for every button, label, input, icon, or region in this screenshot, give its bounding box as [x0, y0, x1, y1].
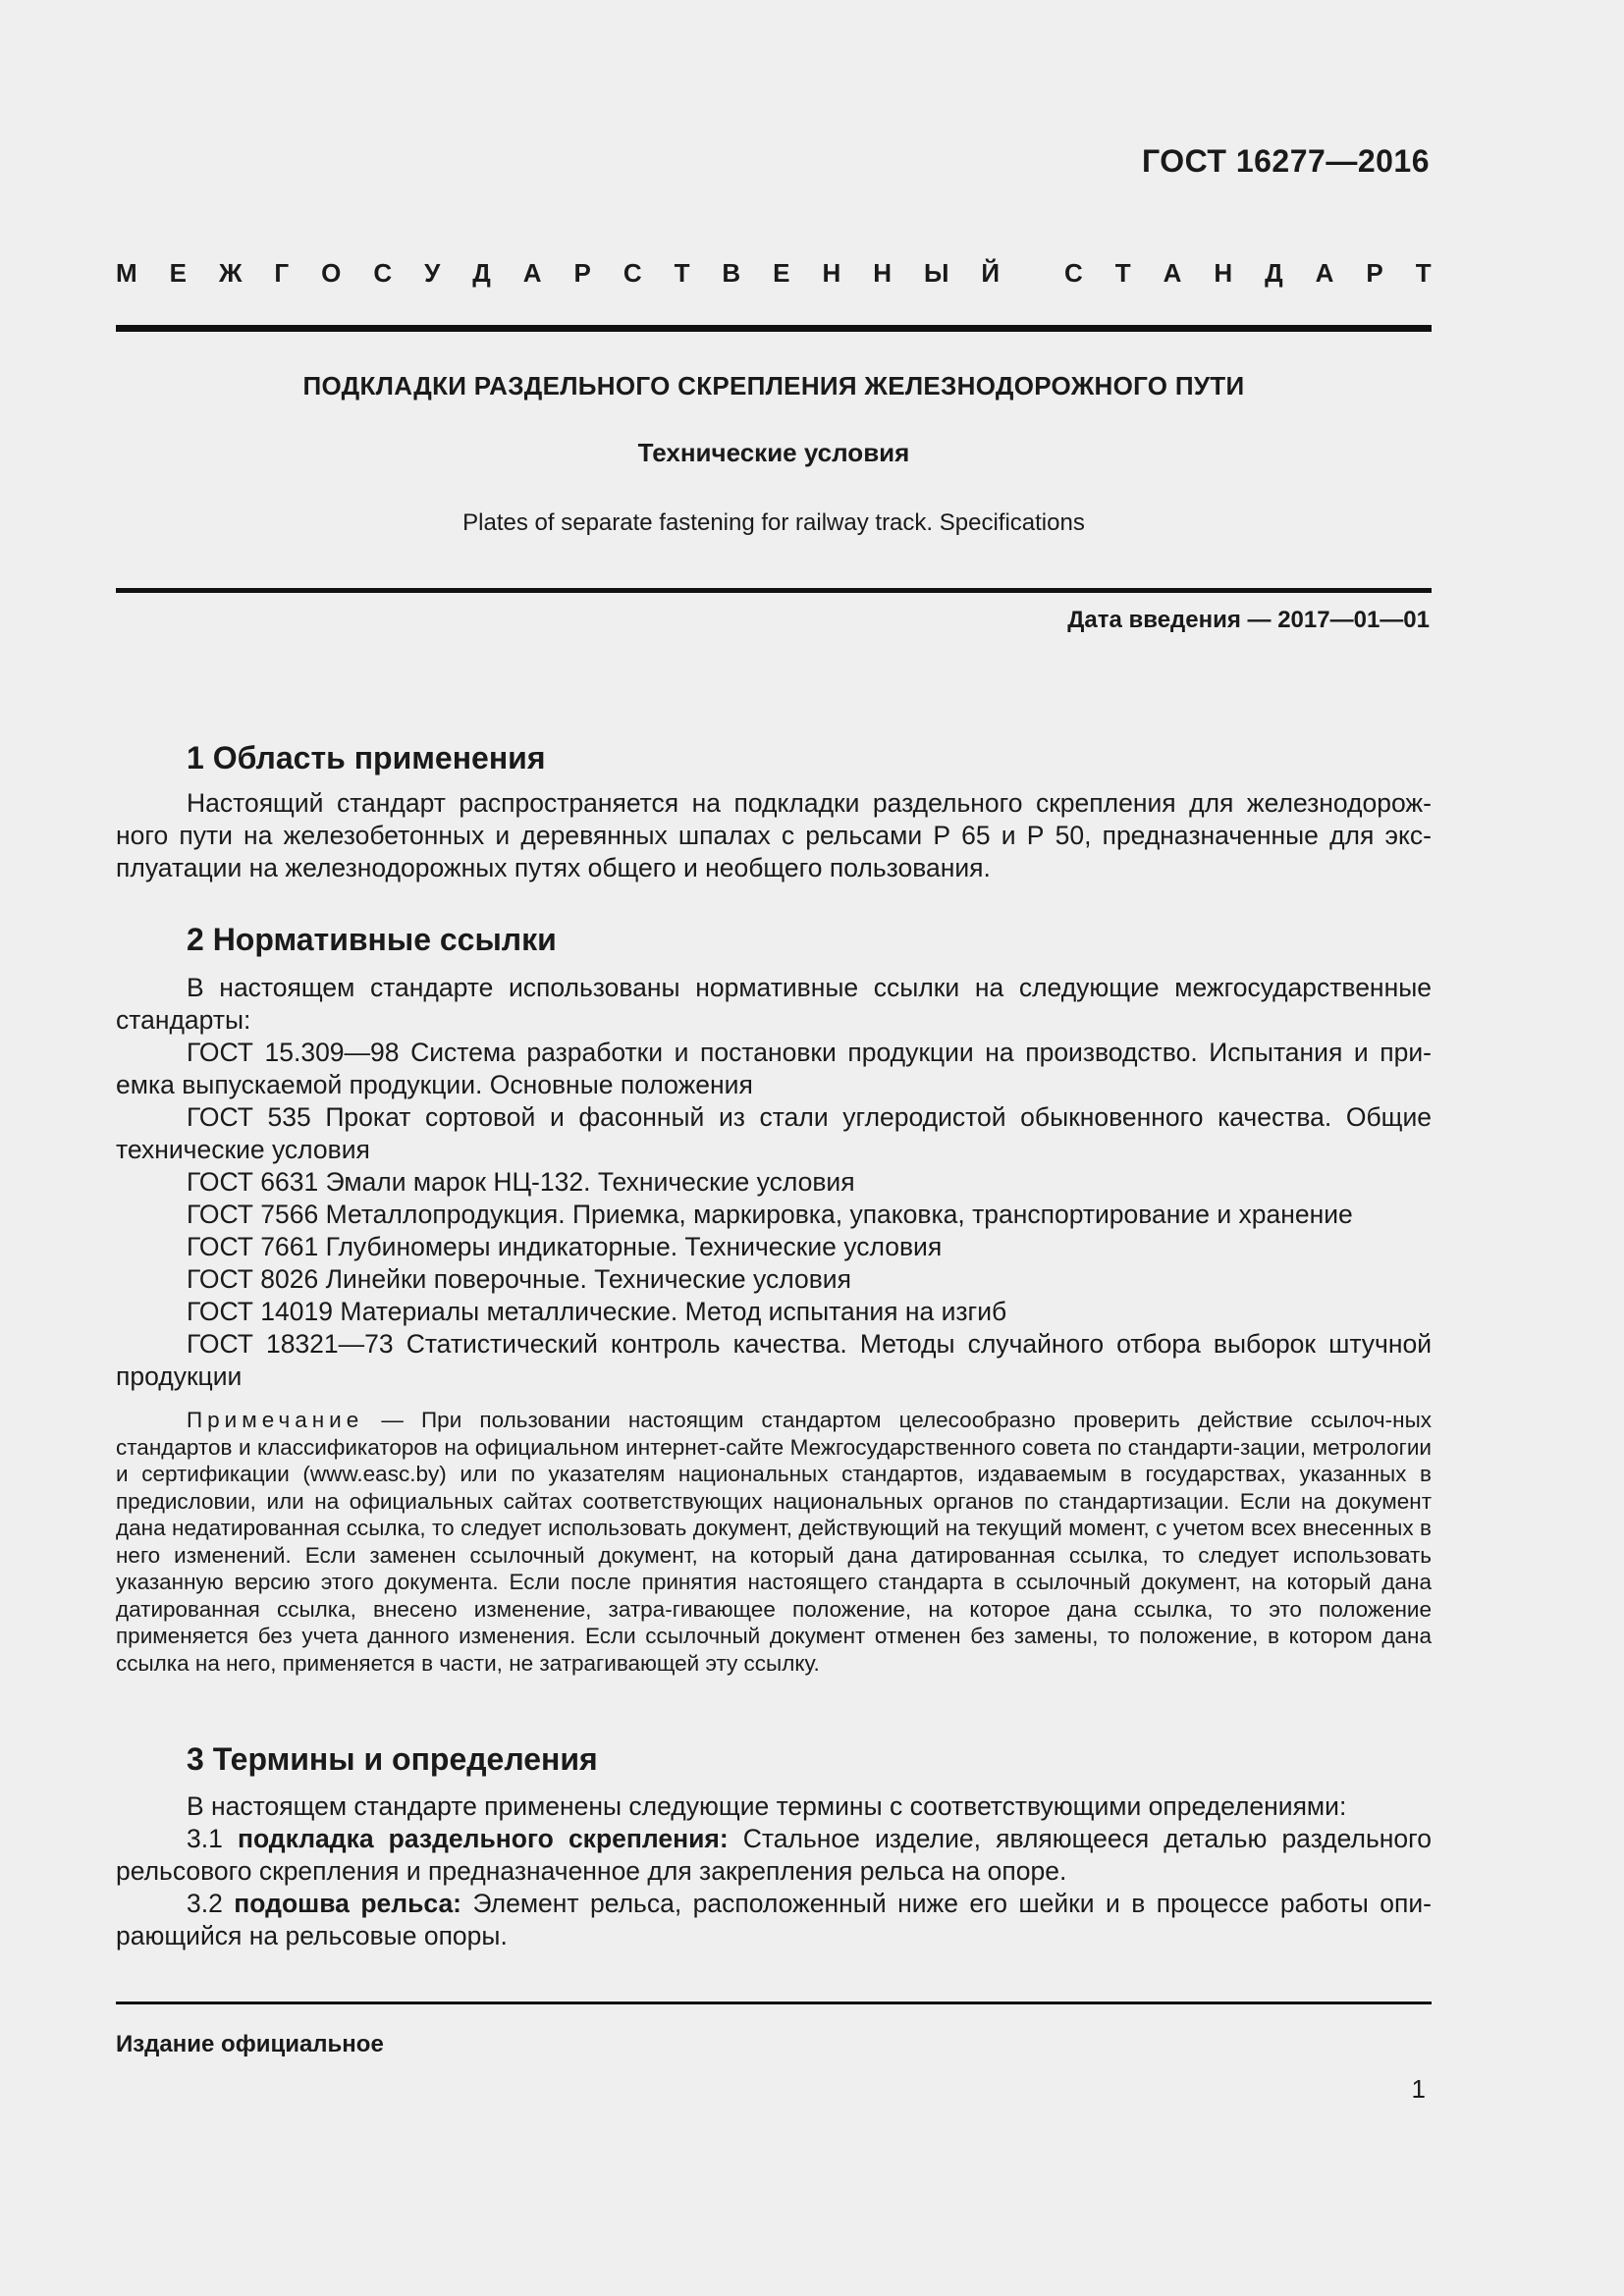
term-text: Стальное изделие, являющееся деталью раздельного рельсового скрепления и предназначенное для закрепления рельса на опоре.: [116, 1824, 1432, 1886]
english-title: Plates of separate fastening for railway track. Specifications: [462, 509, 1085, 536]
reference-item: ГОСТ 535 Прокат сортовой и фасонный из стали углеродистой обыкновенного качества. Общие технические условия: [116, 1102, 1432, 1164]
label-letter: Ы: [923, 258, 949, 288]
label-letter: С: [1064, 258, 1083, 288]
label-letter: М: [116, 258, 137, 288]
section-paragraph: В настоящем стандарте использованы нормативные ссылки на следующие межгосударственные стандарты:: [116, 973, 1432, 1035]
reference-item: ГОСТ 15.309—98 Система разработки и постановки продукции на производство. Испытания и при-емка выпускаемой продукции. Основные положения: [116, 1038, 1432, 1099]
reference-item: ГОСТ 7661 Глубиномеры индикаторные. Технические условия: [187, 1232, 943, 1261]
reference-item: ГОСТ 18321—73 Статистический контроль качества. Методы случайного отбора выборок штучной продукции: [116, 1329, 1432, 1391]
label-letter: Д: [472, 258, 491, 288]
introduction-date: Дата введения — 2017—01—01: [1067, 607, 1430, 633]
interstate-standard-label: [116, 258, 1432, 289]
document-code: ГОСТ 16277—2016: [1141, 143, 1430, 179]
term-definition: [116, 1888, 1432, 1952]
label-letter: У: [424, 258, 441, 288]
section-heading: 2 Нормативные ссылки: [187, 922, 557, 957]
label-letter: А: [1163, 258, 1182, 288]
section-paragraph: Настоящий стандарт распространяется на подкладки раздельного скрепления для железнодорож-ного пути на железобетонных и деревянных шпалах с рельсами Р 65 и Р 50, предназначенные для экс-плуатации на железнодорожных путях общего и необщего пользования.: [116, 788, 1432, 882]
label-letter: Ж: [218, 258, 243, 288]
term-number: 3.1: [187, 1824, 238, 1853]
label-letter: Е: [773, 258, 790, 288]
label-letter: А: [522, 258, 542, 288]
section-3: [116, 1739, 1432, 1952]
section-paragraph: В настоящем стандарте применены следующие термины с соответствующими определениями:: [187, 1791, 1347, 1821]
label-letter: С: [623, 258, 642, 288]
note-label: Примечание: [187, 1408, 364, 1432]
label-letter: Н: [822, 258, 841, 288]
label-letter: Т: [1415, 258, 1432, 288]
label-letter: Е: [169, 258, 187, 288]
reference-item: ГОСТ 7566 Металлопродукция. Приемка, маркировка, упаковка, транспортирование и хранение: [187, 1200, 1353, 1229]
label-letter: О: [321, 258, 342, 288]
label-letter: Т: [674, 258, 690, 288]
edition-label: Издание официальное: [116, 2031, 384, 2057]
document-title: ПОДКЛАДКИ РАЗДЕЛЬНОГО СКРЕПЛЕНИЯ ЖЕЛЕЗНОДОРОЖНОГО ПУТИ: [302, 371, 1245, 400]
label-letter: В: [722, 258, 741, 288]
label-letter: Р: [573, 258, 591, 288]
label-letter: С: [373, 258, 393, 288]
note-text: — При пользовании настоящим стандартом целесообразно проверить действие ссылоч-ных стандартов и классификаторов на официальном интернет-сайте Межгосударственного совета по стандарти-зации, метрологии и сертификации (www.easc.by) или по указателям национальных стандартов, издаваемым в государствах, указанных в предисловии, или на официальных сайтах соответствующих национальных органов по стандартизации. Если на документ дана недатированная ссылка, то следует использовать документ, действующий на текущий момент, с учетом всех внесенных в него изменений. Если заменен ссылочный документ, на который дана датированная ссылка, то следует использовать указанную версию этого документа. Если после принятия настоящего стандарта в ссылочный документ, на который дана датированная ссылка, внесено изменение, затра-гивающее положение, на которое дана ссылка, то это положение применяется без учета данного изменения. Если ссылочный документ отменен без замены, то положение, в котором дана ссылка на него, применяется в части, не затрагивающей эту ссылку.: [116, 1408, 1432, 1676]
term-number: 3.2: [187, 1889, 235, 1918]
reference-note: [116, 1407, 1432, 1677]
term-text: Элемент рельса, расположенный ниже его шейки и в процессе работы опи-рающийся на рельсовые опоры.: [116, 1889, 1433, 1950]
label-letter: Т: [1114, 258, 1131, 288]
label-letter: Й: [981, 258, 1001, 288]
section-1: [116, 738, 1432, 884]
label-letter: Н: [873, 258, 893, 288]
label-letter: Н: [1214, 258, 1233, 288]
term-name: подошва рельса:: [234, 1889, 462, 1918]
section-2: [116, 920, 1432, 1677]
document-subtitle: Технические условия: [637, 438, 910, 467]
footer-divider: [116, 2002, 1432, 2004]
label-letter: Р: [1366, 258, 1383, 288]
title-divider: [116, 588, 1432, 593]
label-letter: Д: [1265, 258, 1283, 288]
term-definition: [116, 1823, 1432, 1888]
section-heading: 3 Термины и определения: [187, 1741, 598, 1777]
term-name: подкладка раздельного скрепления:: [237, 1824, 729, 1853]
reference-item: ГОСТ 6631 Эмали марок НЦ-132. Технические условия: [187, 1167, 855, 1197]
section-heading: 1 Область применения: [187, 740, 546, 775]
label-letter: Г: [274, 258, 290, 288]
header-divider: [116, 325, 1432, 332]
reference-item: ГОСТ 8026 Линейки поверочные. Технические условия: [187, 1264, 851, 1294]
label-letter: А: [1315, 258, 1334, 288]
page-number: 1: [1411, 2074, 1426, 2104]
reference-item: ГОСТ 14019 Материалы металлические. Метод испытания на изгиб: [187, 1297, 1007, 1326]
